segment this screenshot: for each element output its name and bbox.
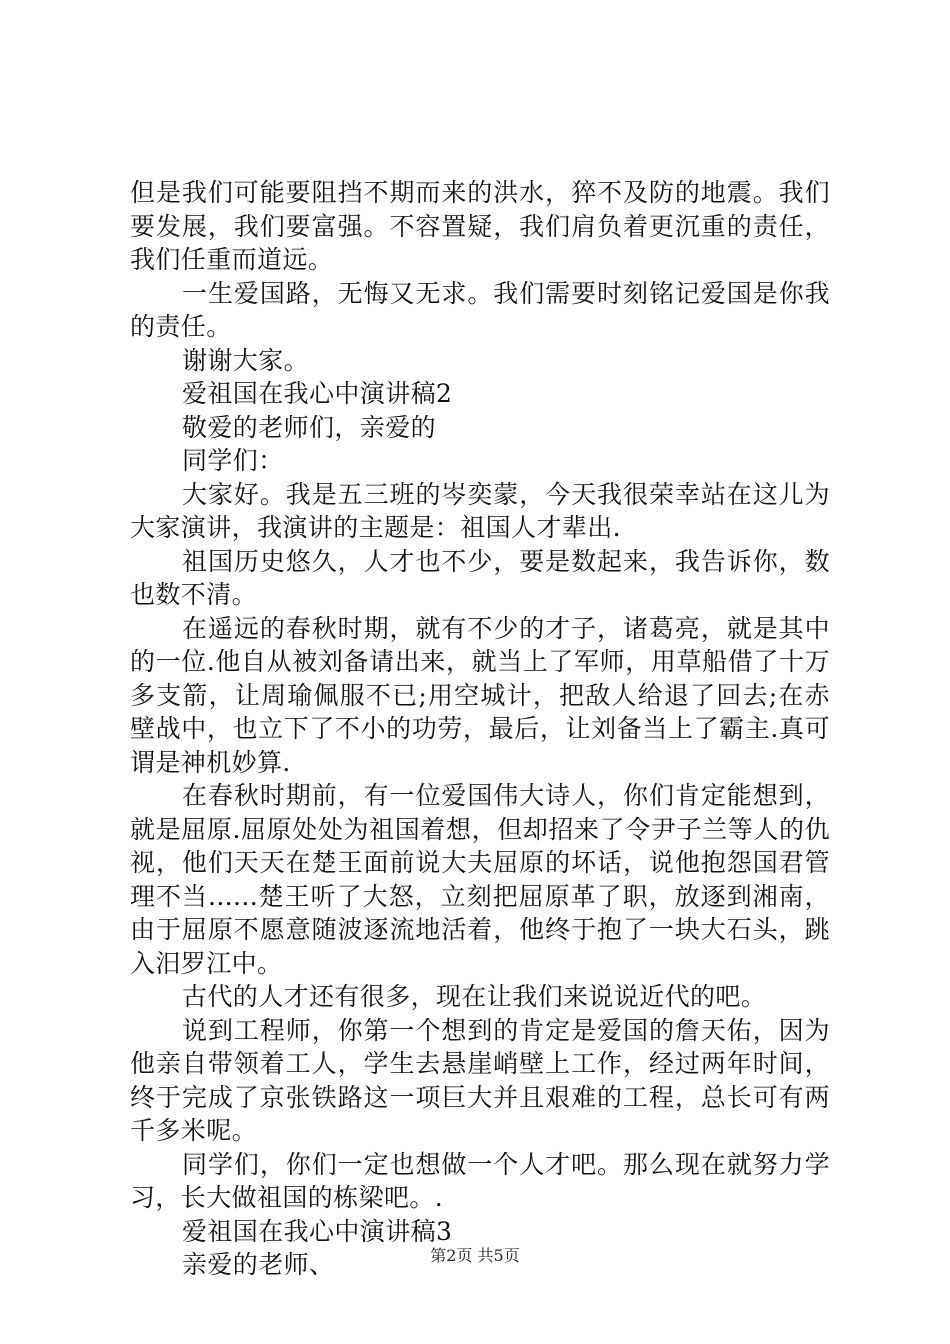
page-number-footer: 第2页 共5页 bbox=[430, 1246, 520, 1265]
paragraph: 谢谢大家。 bbox=[182, 345, 310, 375]
paragraph: 但是我们可能要阻挡不期而来的洪水，猝不及防的地震。我们要发展，我们要富强。不容置疑，我们肩负着更沉重的责任，我们任重而道远。 bbox=[130, 178, 830, 274]
paragraph: 大家好。我是五三班的岑奕蒙，今天我很荣幸站在这儿为大家演讲，我演讲的主题是：祖国人才辈出. bbox=[130, 479, 830, 542]
paragraph: 古代的人才还有很多，现在让我们来说说近代的吧。 bbox=[182, 982, 767, 1011]
section-heading: 爱祖国在我心中演讲稿3 bbox=[182, 1216, 453, 1246]
salutation: 亲爱的老师、 bbox=[182, 1250, 335, 1279]
section-heading: 爱祖国在我心中演讲稿2 bbox=[182, 379, 453, 408]
salutation: 敬爱的老师们，亲爱的 bbox=[182, 412, 437, 442]
paragraph: 一生爱国路，无悔又无求。我们需要时刻铭记爱国是你我的责任。 bbox=[130, 278, 830, 341]
paragraph: 同学们，你们一定也想做一个人才吧。那么现在就努力学习，长大做祖国的栋梁吧。. bbox=[130, 1149, 830, 1212]
paragraph: 祖国历史悠久，人才也不少，要是数起来，我告诉你，数也数不清。 bbox=[130, 546, 830, 609]
paragraph: 在春秋时期前，有一位爱国伟大诗人，你们肯定能想到，就是屈原.屈原处处为祖国着想，但却招来了令尹子兰等人的仇视，他们天天在楚王面前说大夫屈原的坏话，说他抱怨国君管理不当......楚王听了大怒，立刻把屈原革了职，放逐到湘南，由于屈原不愿意随波逐流地活着，他终于抱了一块大石头，跳入汨罗江中。 bbox=[130, 781, 830, 978]
salutation: 同学们： bbox=[182, 446, 284, 475]
paragraph: 说到工程师，你第一个想到的肯定是爱国的詹天佑，因为他亲自带领着工人，学生去悬崖峭壁上工作，经过两年时间，终于完成了京张铁路这一项巨大并且艰难的工程，总长可有两千多米呢。 bbox=[130, 1015, 830, 1145]
document-body bbox=[130, 176, 830, 1282]
paragraph: 在遥远的春秋时期，就有不少的才子，诸葛亮，就是其中的一位.他自从被刘备请出来，就当上了军师，用草船借了十万多支箭，让周瑜佩服不已;用空城计，把敌人给退了回去;在赤壁战中，也立下了不小的功劳，最后，让刘备当上了霸主.真可谓是神机妙算. bbox=[130, 613, 830, 777]
